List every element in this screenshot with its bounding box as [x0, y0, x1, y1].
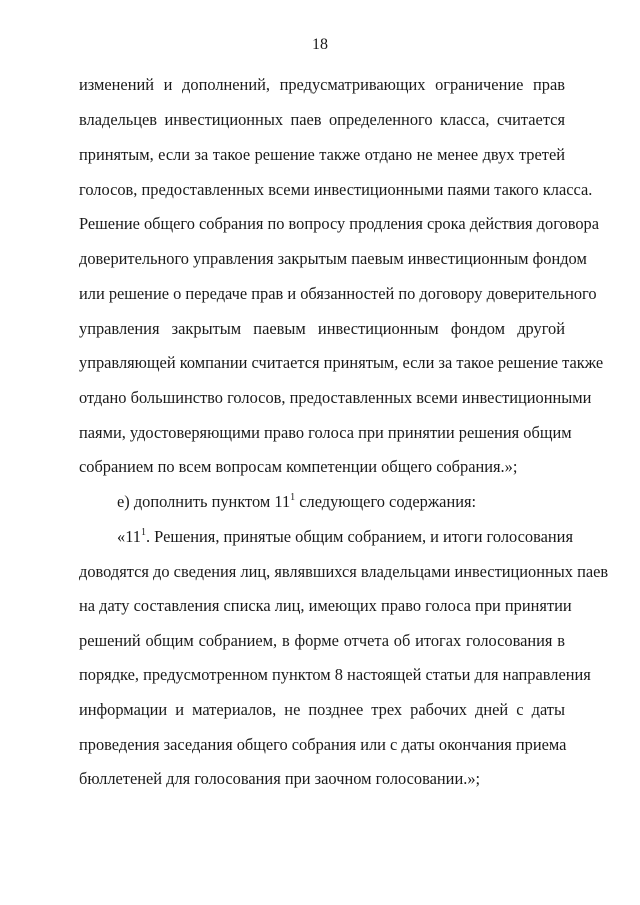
item-e-superscript: 1 — [290, 491, 296, 503]
text-line: принятым, если за такое решение также отдано не менее двух третей — [79, 145, 565, 164]
item-e-prefix: е) дополнить пунктом 11 — [117, 492, 291, 511]
item-e-suffix: следующего содержания: — [295, 492, 477, 511]
para-11-1-superscript: 1 — [140, 526, 146, 538]
para-11-1-first-line — [117, 526, 573, 548]
para-11-1-prefix: «11 — [117, 527, 141, 546]
text-line: отдано большинство голосов, предоставленных всеми инвестиционными — [79, 388, 592, 407]
page-number: 18 — [312, 36, 328, 53]
text-line: или решение о передаче прав и обязанностей по договору доверительного — [79, 284, 597, 303]
text-line: голосов, предоставленных всеми инвестиционными паями такого класса. — [79, 180, 593, 199]
item-e-line — [117, 491, 565, 513]
text-line: изменений и дополнений, предусматривающих ограничение прав — [79, 75, 565, 94]
text-line: доверительного управления закрытым паевым инвестиционным фондом — [79, 249, 587, 268]
text-line: паями, удостоверяющими право голоса при принятии решения общим — [79, 423, 572, 442]
text-line: на дату составления списка лиц, имеющих право голоса при принятии — [79, 596, 572, 615]
text-line: информации и материалов, не позднее трех рабочих дней с даты — [79, 700, 565, 719]
text-line: порядке, предусмотренном пунктом 8 настоящей статьи для направления — [79, 665, 591, 684]
text-line: управления закрытым паевым инвестиционным фондом другой — [79, 319, 565, 338]
text-line: проведения заседания общего собрания или с даты окончания приема — [79, 735, 567, 754]
text-line: собранием по всем вопросам компетенции общего собрания.»; — [79, 457, 518, 476]
text-line: Решение общего собрания по вопросу продления срока действия договора — [79, 214, 600, 233]
text-line: доводятся до сведения лиц, являвшихся владельцами инвестиционных паев — [79, 562, 609, 581]
text-line: владельцев инвестиционных паев определенного класса, считается — [79, 110, 565, 129]
text-line: управляющей компании считается принятым, если за такое решение также — [79, 353, 604, 372]
para-11-1-suffix: . Решения, принятые общим собранием, и итоги голосования — [145, 527, 573, 546]
text-line: решений общим собранием, в форме отчета об итогах голосования в — [79, 631, 565, 650]
text-line: бюллетеней для голосования при заочном голосовании.»; — [79, 769, 481, 788]
